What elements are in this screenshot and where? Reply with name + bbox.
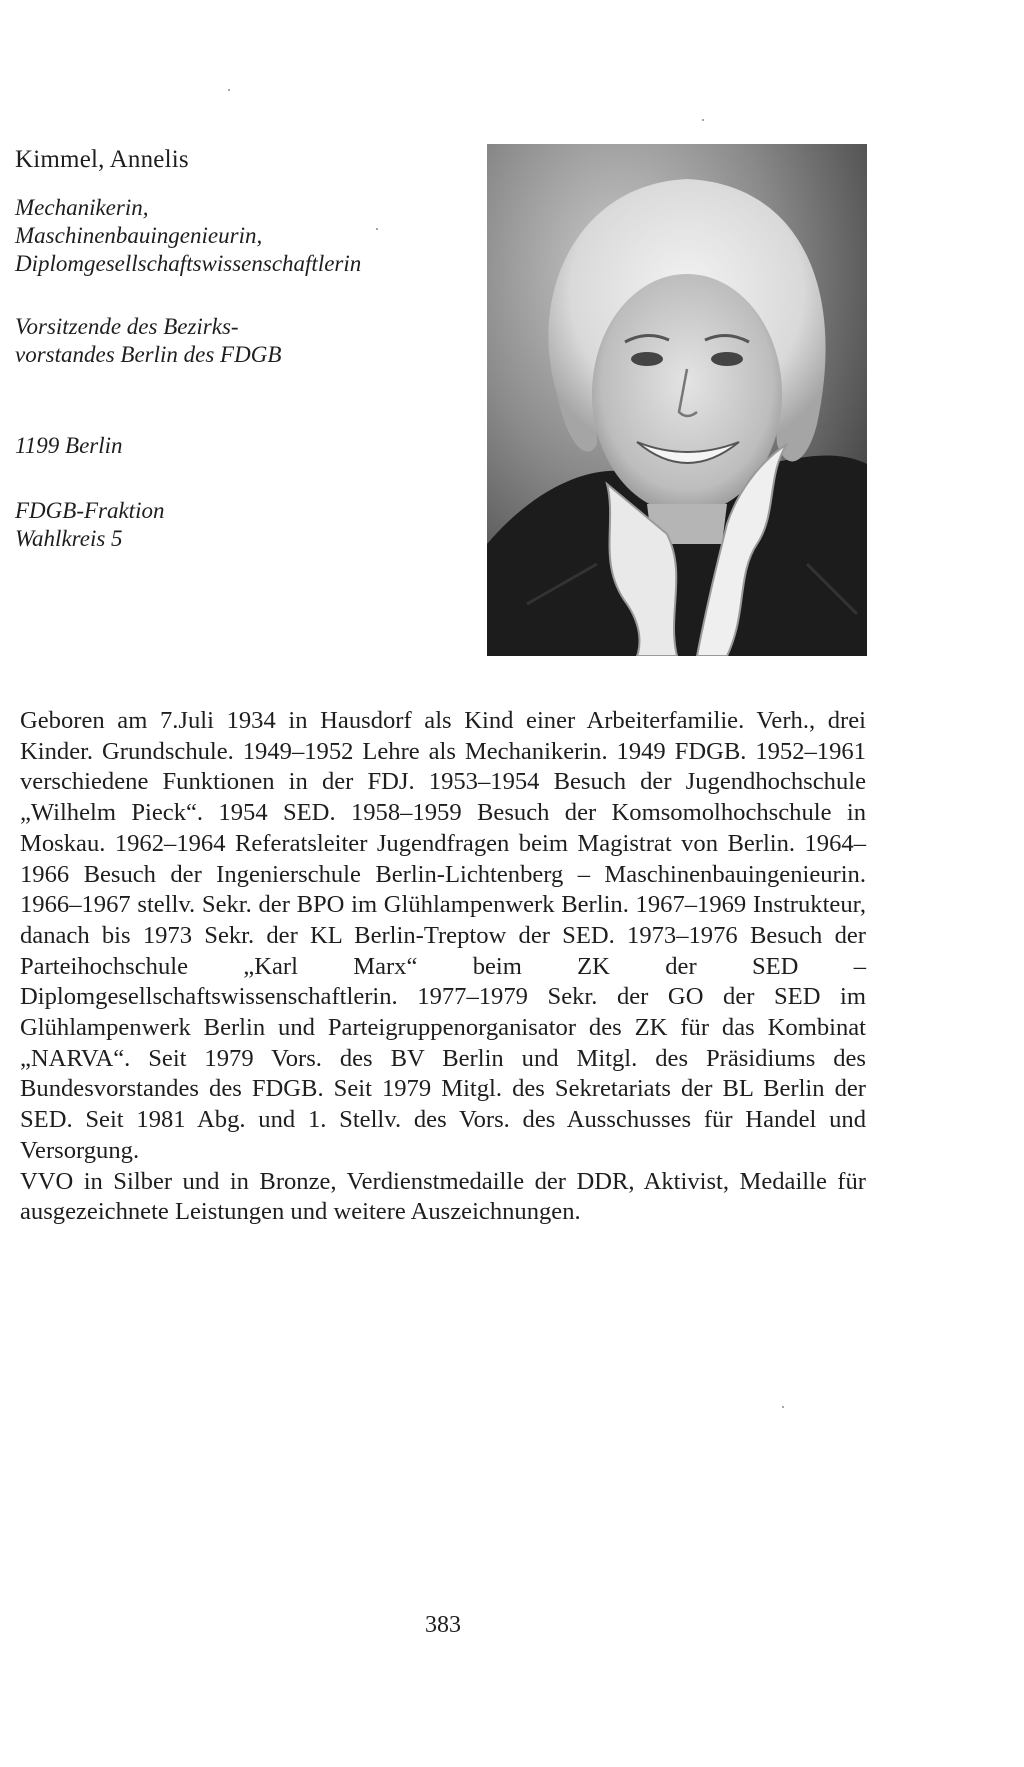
position — [15, 313, 281, 369]
profession-line: Diplomgesellschaftswissenschaftlerin — [15, 251, 362, 276]
scan-speck — [376, 228, 378, 230]
portrait-illustration — [487, 144, 867, 656]
faction: FDGB-Fraktion — [15, 498, 165, 523]
profession-line: Maschinenbauingenieurin, — [15, 223, 263, 248]
scan-speck — [782, 1406, 784, 1408]
professions — [15, 194, 361, 278]
profession-line: Mechanikerin, — [15, 195, 149, 220]
scan-speck — [228, 89, 230, 91]
biography-paragraph: VVO in Silber und in Bronze, Verdienstmedaille der DDR, Aktivist, Medaille für ausgezeichnete Leistungen und weitere Auszeichnungen. — [20, 1167, 866, 1226]
location-line: 1199 Berlin — [15, 433, 123, 458]
page-number: 383 — [425, 1612, 461, 1638]
constituency: Wahlkreis 5 — [15, 526, 123, 551]
location — [15, 432, 123, 460]
position-line: vorstandes Berlin des FDGB — [15, 342, 282, 367]
person-name: Kimmel, Annelis — [15, 146, 189, 173]
biography — [20, 706, 866, 1228]
parliament-info — [15, 497, 164, 553]
scan-speck — [702, 119, 704, 121]
position-line: Vorsitzende des Bezirks- — [15, 314, 239, 339]
portrait-photo — [487, 144, 867, 656]
biography-paragraph: Geboren am 7.Juli 1934 in Hausdorf als Kind einer Arbeiterfamilie. Verh., drei Kinder. Grundschule. 1949–1952 Lehre als Mechanikerin. 1949 FDGB. 1952–1961 verschiedene Funktionen in der FDJ. 1953–1954 Besuch der Jugendhochschule „Wilhelm Pieck“. 1954 SED. 1958–1959 Besuch der Komsomolhochschule in Moskau. 1962–1964 Referatsleiter Jugendfragen beim Magistrat von Berlin. 1964–1966 Besuch der Ingenierschule Berlin-Lichtenberg – Maschinenbauingenieurin. 1966–1967 stellv. Sekr. der BPO im Glühlampenwerk Berlin. 1967–1969 Instrukteur, danach bis 1973 Sekr. der KL Berlin-Treptow der SED. 1973–1976 Besuch der Parteihochschule „Karl Marx“ beim ZK der SED – Diplomgesellschaftswissenschaftlerin. 1977–1979 Sekr. der GO der SED im Glühlampenwerk Berlin und Parteigruppenorganisator des ZK für das Kombinat „NARVA“. Seit 1979 Vors. des BV Berlin und Mitgl. des Präsidiums des Bundesvorstandes des FDGB. Seit 1979 Mitgl. des Sekretariats der BL Berlin der SED. Seit 1981 Abg. und 1. Stellv. des Vors. des Ausschusses für Handel und Versorgung. — [20, 707, 866, 1164]
